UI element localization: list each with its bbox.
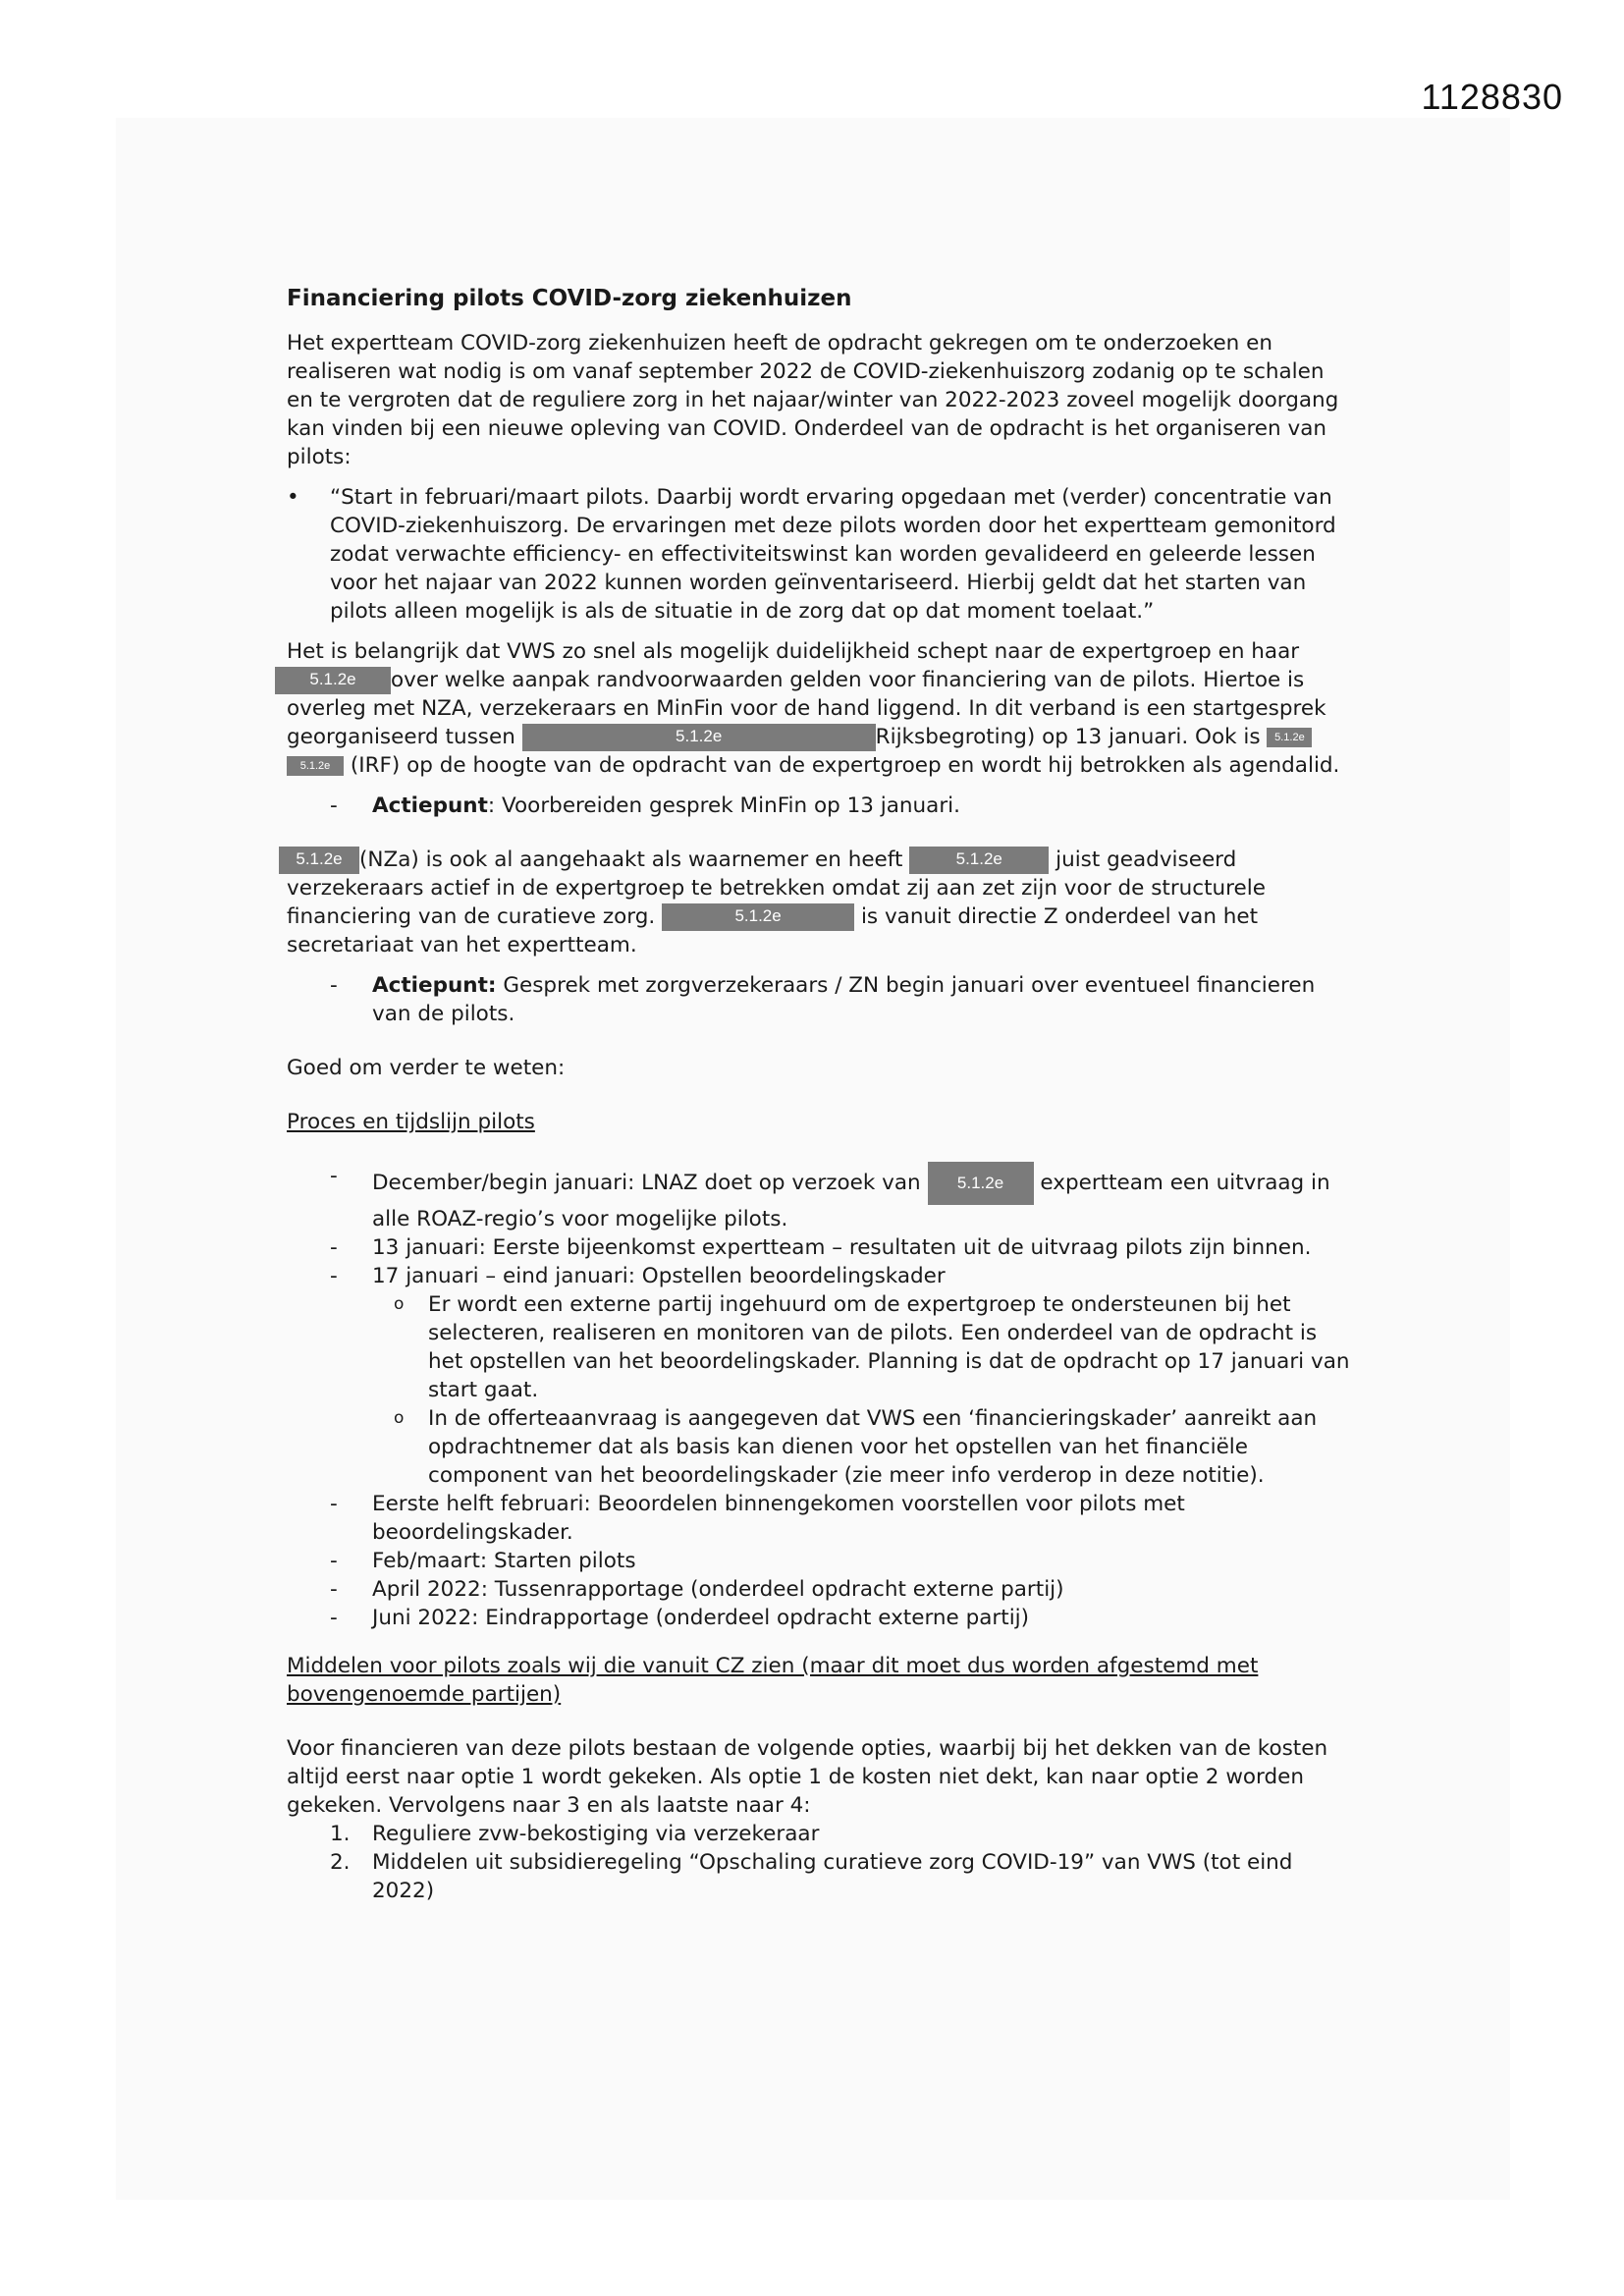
timeline-item: - 17 januari – eind januari: Opstellen beoordelingskader o Er wordt een externe partij ingehuurd om de expertgroep te ondersteunen bij het selecteren, realiseren en monitoren van de pilots. Een onderdeel van de opdracht is het opstellen van het beoordelingskader. Planning is dat de opdracht op 17 januari van start gaat. o In de offerteaanvraag is aangegeven dat VWS een ‘financieringskader’ aanreikt aan opdrachtnemer dat als basis kan dienen voor het opstellen van het financiële component van het beoordelingskader (zie meer info verderop in deze notitie). xyxy=(287,1262,1357,1490)
funding-intro: Voor financieren van deze pilots bestaan de volgende opties, waarbij bij het dekken van de kosten altijd eerst naar optie 1 wordt gekeken. Als optie 1 de kosten niet dekt, kan naar optie 2 worden gekeken. Vervolgens naar 3 en als laatste naar 4: xyxy=(287,1736,1328,1818)
document-body xyxy=(287,285,1357,1905)
funding-option: 1. Reguliere zvw-bekostiging via verzekeraar xyxy=(330,1822,820,1846)
good-to-know: Goed om verder te weten: xyxy=(287,1056,566,1080)
timeline-sublist xyxy=(372,1290,1357,1490)
action-list-2 xyxy=(287,971,1357,1028)
quote-list xyxy=(287,483,1357,626)
funding-option: 2. Middelen uit subsidieregeling “Opschaling curatieve zorg COVID-19” van VWS (tot eind 2022) xyxy=(330,1850,1293,1903)
redaction-box: 5.1.2e xyxy=(522,724,876,751)
funding-options xyxy=(287,1820,1357,1905)
redaction-box: 5.1.2e xyxy=(909,847,1049,874)
paragraph-vws: Het is belangrijk dat VWS zo snel als mogelijk duidelijkheid schept naar de expertgroep en haar 5.1.2e over welke aanpak randvoorwaarden gelden voor financiering van de pilots. Hiertoe is overleg met NZA, verzekeraars en MinFin voor de hand liggend. In dit verband is een startgesprek georganiseerd tussen 5.1.2e Rijksbegroting) op 13 januari. Ook is 5.1.2e 5.1.2e (IRF) op de hoogte van de opdracht van de expertgroep en wordt hij betrokken als agendalid. xyxy=(287,637,1357,780)
redaction-box: 5.1.2e xyxy=(928,1162,1034,1205)
timeline-item: - December/begin januari: LNAZ doet op verzoek van 5.1.2e expertteam een uitvraag in alle ROAZ-regio’s voor mogelijke pilots. xyxy=(287,1162,1357,1233)
intro-paragraph: Het expertteam COVID-zorg ziekenhuizen heeft de opdracht gekregen om te onderzoeken en realiseren wat nodig is om vanaf september 2022 de COVID-ziekenhuiszorg zodanig op te schalen en te vergroten dat de reguliere zorg in het najaar/winter van 2022-2023 zoveel mogelijk doorgang kan vinden bij een nieuwe opleving van COVID. Onderdeel van de opdracht is het organiseren van pilots: xyxy=(287,331,1339,469)
quote-item: • “Start in februari/maart pilots. Daarbij wordt ervaring opgedaan met (verder) concentratie van COVID-ziekenhuiszorg. De ervaringen met deze pilots worden door het expertteam gemonitord zodat verwachte efficiency- en effectiviteitswinst kan worden gevalideerd en geleerde lessen voor het najaar van 2022 kunnen worden geïnventariseerd. Hierbij geldt dat het starten van pilots alleen mogelijk is als de situatie in de zorg dat op dat moment toelaat.” xyxy=(287,483,1357,626)
timeline-subitem: o Er wordt een externe partij ingehuurd om de expertgroep te ondersteunen bij het selecteren, realiseren en monitoren van de pilots. Een onderdeel van de opdracht is het opstellen van het beoordelingskader. Planning is dat de opdracht op 17 januari van start gaat. xyxy=(372,1290,1357,1404)
document-title: Financiering pilots COVID-zorg ziekenhuizen xyxy=(287,286,852,311)
timeline-item: - Juni 2022: Eindrapportage (onderdeel opdracht externe partij) xyxy=(287,1604,1357,1632)
timeline-item: - Feb/maart: Starten pilots xyxy=(287,1547,1357,1575)
funding-heading: Middelen voor pilots zoals wij die vanuit CZ zien (maar dit moet dus worden afgestemd met bovengenoemde partijen) xyxy=(287,1654,1259,1707)
action-item: - Actiepunt: Gesprek met zorgverzekeraars / ZN begin januari over eventueel financieren van de pilots. xyxy=(287,971,1357,1028)
timeline-item: - April 2022: Tussenrapportage (onderdeel opdracht externe partij) xyxy=(287,1575,1357,1604)
paragraph-nza: 5.1.2e (NZa) is ook al aangehaakt als waarnemer en heeft 5.1.2e juist geadviseerd verzekeraars actief in de expertgroep te betrekken omdat zij aan zet zijn voor de structurele financiering van de curatieve zorg. 5.1.2e is vanuit directie Z onderdeel van het secretariaat van het expertteam. xyxy=(287,846,1357,959)
timeline-item: - 13 januari: Eerste bijeenkomst expertteam – resultaten uit de uitvraag pilots zijn binnen. xyxy=(287,1233,1357,1262)
redaction-box: 5.1.2e xyxy=(287,756,344,776)
timeline-list xyxy=(287,1162,1357,1632)
redaction-box: 5.1.2e xyxy=(275,667,391,694)
redaction-box: 5.1.2e xyxy=(662,903,854,931)
timeline-item: - Eerste helft februari: Beoordelen binnengekomen voorstellen voor pilots met beoordelingskader. xyxy=(287,1490,1357,1547)
timeline-subitem: o In de offerteaanvraag is aangegeven dat VWS een ‘financieringskader’ aanreikt aan opdrachtnemer dat als basis kan dienen voor het opstellen van het financiële component van het beoordelingskader (zie meer info verderop in deze notitie). xyxy=(372,1404,1357,1490)
process-heading: Proces en tijdslijn pilots xyxy=(287,1110,535,1134)
redaction-box: 5.1.2e xyxy=(1267,728,1312,747)
document-number: 1128830 xyxy=(1421,77,1563,117)
action-item: - Actiepunt: Voorbereiden gesprek MinFin op 13 januari. xyxy=(287,792,1357,820)
action-list-1 xyxy=(287,792,1357,820)
redaction-box: 5.1.2e xyxy=(279,847,359,874)
